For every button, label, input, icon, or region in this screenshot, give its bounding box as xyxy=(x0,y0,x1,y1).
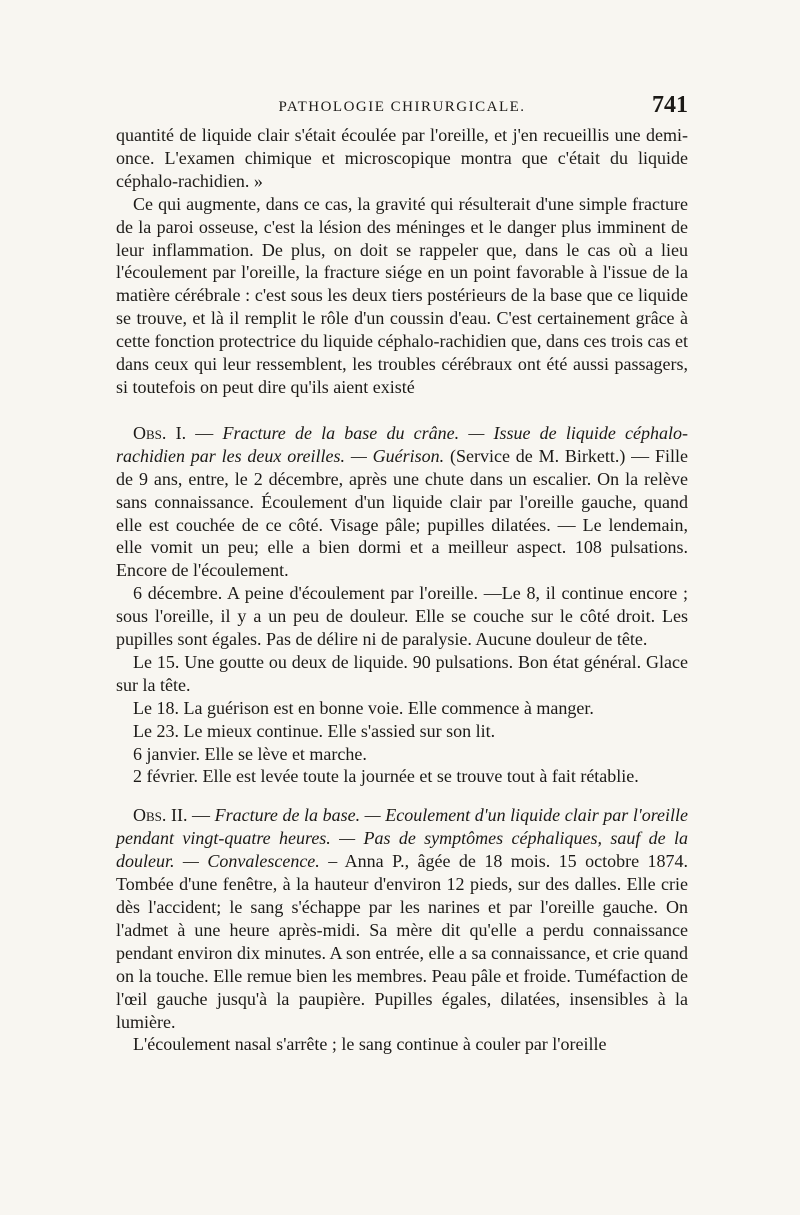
paragraph-day-18: Le 18. La guérison est en bonne voie. Elle commence à manger. xyxy=(133,697,594,718)
observation-1 xyxy=(116,422,688,582)
running-title: PATHOLOGIE CHIRURGICALE. xyxy=(278,99,526,115)
observation-1-dash: — xyxy=(186,422,223,443)
paragraph-final: L'écoulement nasal s'arrête ; le sang continue à couler par l'oreille xyxy=(133,1034,607,1055)
observation-2 xyxy=(116,804,688,1033)
observation-2-label: Obs. II. xyxy=(133,805,188,826)
observation-2-text: – Anna P., âgée de 18 mois. 15 octobre 1874. Tombée d'une fenêtre, à la hauteur d'environ 12 pieds, sur des dalles. Elle crie dès l'accident; le sang s'échappe par les narines et par l'oreille gauche. On l'admet à une heure après-midi. Sa mère dit qu'elle a perdu connaissance pendant environ dix minutes. A son entrée, elle a sa connaissance, et crie quand on la touche. Elle remue bien les membres. Peau pâle et froide. Tuméfaction de l'œil gauche jusqu'à la paupière. Pupilles égales, dilatées, insensibles à la lumière. xyxy=(116,851,689,1032)
observation-1-title: Fracture de la base du crâne. — Issue de liquide céphalo-rachidien par les deux oreilles. — Guérison. xyxy=(116,422,688,466)
paragraph-jan-6: 6 janvier. Elle se lève et marche. xyxy=(133,743,367,764)
paragraph-discussion: Ce qui augmente, dans ce cas, la gravité qui résulterait d'une simple fracture de la paroi osseuse, c'est la lésion des méninges et le danger plus imminent de leur inflammation. De plus, on doit se rappeler que, dans le cas où a lieu l'écoulement par l'oreille, la fracture siége en un point favorable à l'issue de la matière cérébrale : c'est sous les deux tiers postérieurs de la base que ce liquide se trouve, et là il remplit le rôle d'un coussin d'eau. C'est certainement grâce à cette fonction protectrice du liquide céphalo-rachidien que, dans ces trois cas et dans ceux qui leur ressemblent, les troubles cérébraux ont été aussi passagers, si toutefois on peut dire qu'ils aient existé xyxy=(116,193,688,397)
paragraph-day-15: Le 15. Une goutte ou deux de liquide. 90 pulsations. Bon état général. Glace sur la tête. xyxy=(116,651,688,695)
observation-2-title: Fracture de la base. — Ecoulement d'un liquide clair par l'oreille pendant vingt-quatre heures. — Pas de symptômes céphaliques, sauf de la douleur. — Convalescence. xyxy=(116,805,689,872)
page-header xyxy=(116,92,688,122)
observation-1-text: (Service de M. Birkett.) — Fille de 9 ans, entre, le 2 décembre, après une chute dans un escalier. On la relève sans connaissance. Écoulement d'un liquide clair par l'oreille gauche, quand elle est couchée de ce côté. Visage pâle; pupilles dilatées. — Le lendemain, elle vomit un peu; elle a bien dormi et a meilleur aspect. 108 pulsations. Encore de l'écoulement. xyxy=(116,445,688,581)
paragraph-continuation: quantité de liquide clair s'était écoulée par l'oreille, et j'en recueillis une demi-once. L'examen chimique et microscopique montra que c'était du liquide céphalo-rachidien. » xyxy=(116,125,688,191)
body-text xyxy=(116,124,688,1056)
observation-2-dash: — xyxy=(187,805,215,826)
paragraph-day-23: Le 23. Le mieux continue. Elle s'assied sur son lit. xyxy=(133,720,496,741)
paragraph-dec-6: 6 décembre. A peine d'écoulement par l'oreille. —Le 8, il continue encore ; sous l'oreille, il y a un peu de douleur. Elle se couche sur le côté droit. Les pupilles sont égales. Pas de délire ni de paralysie. Aucune douleur de tête. xyxy=(116,583,688,650)
paragraph-feb-2: 2 février. Elle est levée toute la journée et se trouve tout à fait rétablie. xyxy=(133,766,639,787)
observation-1-label: Obs. I. xyxy=(133,422,187,443)
page-number: 741 xyxy=(652,92,688,118)
